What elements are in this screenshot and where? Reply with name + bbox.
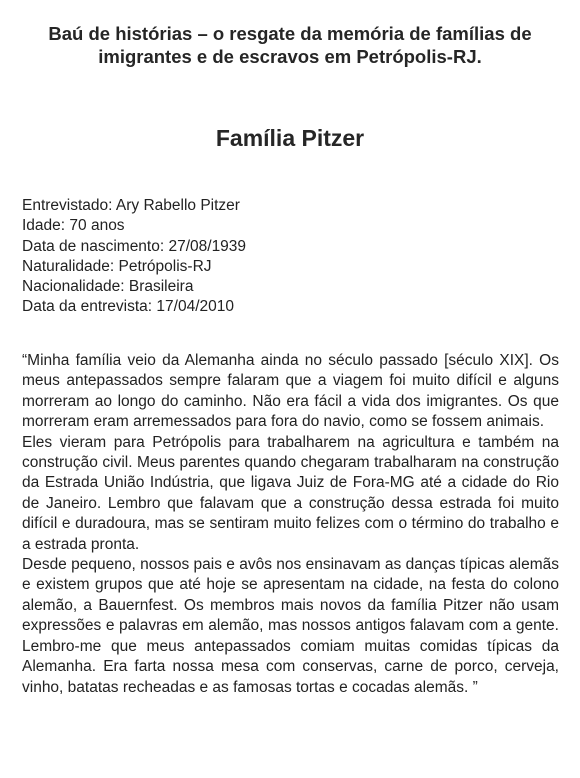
info-interviewee: Entrevistado: Ary Rabello Pitzer (22, 197, 240, 214)
header-line-1: Baú de histórias – o resgate da memória de famílias de (48, 23, 532, 44)
interview-info (22, 196, 562, 318)
info-birth-date: Data de nascimento: 27/08/1939 (22, 237, 247, 255)
story-paragraph: Eles vieram para Petrópolis para trabalharem na agricultura e também na construção civil. Meus parentes quando chegaram trabalharam na construção da Estrada União Indústria, que ligava Juiz de Fora-MG até a cidade do Rio de Janeiro. Lembro que falavam que a construção dessa estrada foi muito difícil e duradoura, mas se sentiram muito felizes com o término do trabalho e a estrada pronta. (22, 433, 559, 553)
info-age: Idade: 70 anos (22, 217, 125, 235)
interview-story (22, 351, 559, 698)
family-title: Família Pitzer (215, 125, 365, 151)
story-paragraph: Desde pequeno, nossos pais e avôs nos ensinavam as danças típicas alemãs e existem grupos que até hoje se apresentam na cidade, na festa do colono alemão, a Bauernfest. Os membros mais novos da família Pitzer não usam expressões e palavras em alemão, mas nossos antigos falavam com a gente. Lembro-me que meus antepassados comiam muitas comidas típicas da Alemanha. Era farta nossa mesa com conservas, carne de porco, cerveja, vinho, batatas recheadas e as famosas tortas e cocadas alemãs. ” (22, 556, 559, 696)
story-paragraph: “Minha família veio da Alemanha ainda no século passado [século XIX]. Os meus antepassados sempre falaram que a viagem foi muito difícil e alguns morreram ao longo do caminho. Não era fácil a vida dos imigrantes. Os que morreram eram arremessados para fora do navio, como se fossem animais. (22, 352, 559, 431)
info-nationality: Nacionalidade: Brasileira (22, 278, 194, 296)
info-birthplace: Naturalidade: Petrópolis-RJ (22, 257, 212, 275)
info-interview-date: Data da entrevista: 17/04/2010 (22, 298, 234, 316)
document-header (14, 22, 566, 68)
header-line-2: imigrantes e de escravos em Petrópolis-RJ. (98, 46, 482, 67)
